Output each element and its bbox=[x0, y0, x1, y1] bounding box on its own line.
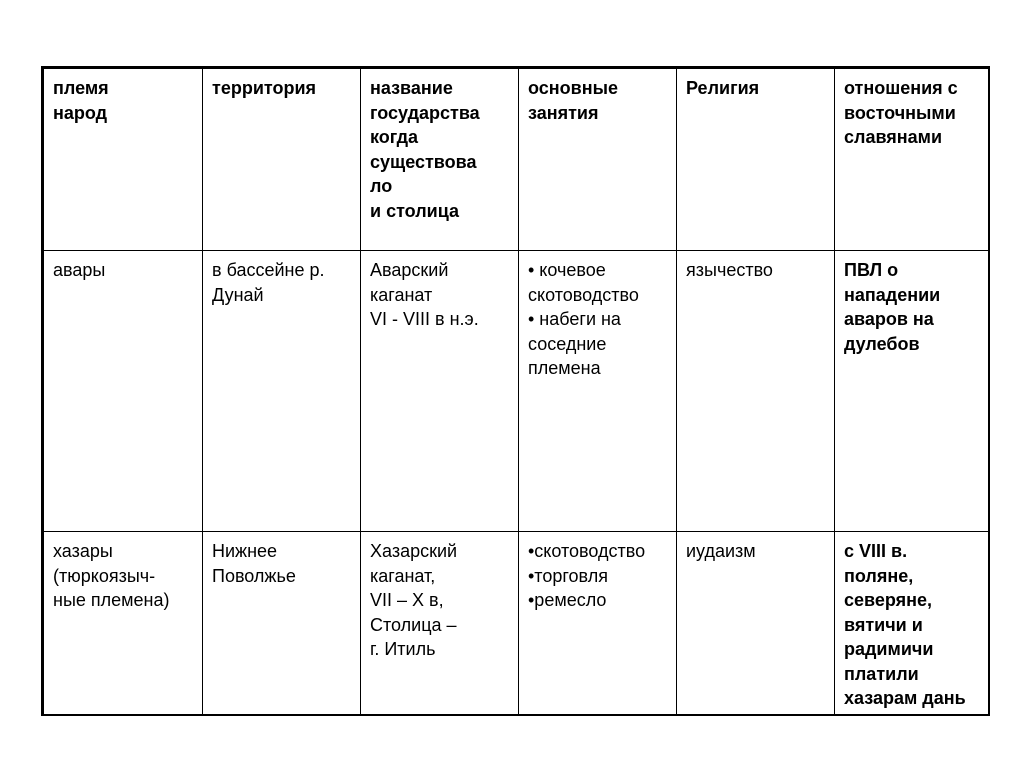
tribes-table-container bbox=[41, 66, 990, 716]
cell-relations bbox=[835, 251, 989, 532]
header-line: племя bbox=[53, 78, 109, 98]
cell-line: VII – X в, bbox=[370, 590, 444, 610]
cell-line: (тюркоязыч- bbox=[53, 565, 156, 586]
cell-line: иудаизм bbox=[686, 541, 756, 561]
header-cell-relations bbox=[835, 69, 989, 251]
cell-tribe bbox=[44, 251, 203, 532]
cell-state-name bbox=[361, 532, 519, 716]
cell-occupations bbox=[519, 251, 677, 532]
header-line: территория bbox=[212, 78, 317, 98]
cell-line: •ремесло bbox=[528, 590, 607, 610]
cell-line: Нижнее bbox=[212, 541, 278, 561]
header-cell-religion bbox=[677, 69, 835, 251]
header-line: славянами bbox=[844, 127, 943, 147]
header-row bbox=[44, 69, 989, 251]
cell-line: в бассейне р. bbox=[212, 260, 325, 280]
header-line: восточными bbox=[844, 102, 956, 123]
header-line: существова bbox=[370, 151, 477, 172]
cell-line: вятичи и bbox=[844, 614, 923, 635]
table-row-khazars bbox=[44, 532, 989, 716]
cell-line: Дунай bbox=[212, 284, 264, 305]
cell-line: Хазарский bbox=[370, 541, 458, 561]
header-line: основные bbox=[528, 78, 618, 98]
cell-line: скотоводство bbox=[528, 284, 639, 305]
cell-territory bbox=[203, 532, 361, 716]
cell-line: каганат, bbox=[370, 565, 436, 586]
header-line: государства bbox=[370, 102, 480, 123]
header-line: народ bbox=[53, 102, 108, 123]
cell-religion bbox=[677, 251, 835, 532]
cell-line: радимичи bbox=[844, 639, 934, 659]
header-cell-tribe bbox=[44, 69, 203, 251]
cell-religion bbox=[677, 532, 835, 716]
table-row-avars bbox=[44, 251, 989, 532]
cell-occupations bbox=[519, 532, 677, 716]
cell-territory bbox=[203, 251, 361, 532]
cell-line: соседние bbox=[528, 333, 607, 354]
cell-tribe bbox=[44, 532, 203, 716]
cell-line: •торговля bbox=[528, 565, 608, 586]
cell-line: хазарам дань bbox=[844, 688, 966, 708]
cell-line: аваров на bbox=[844, 309, 934, 329]
header-line: Религия bbox=[686, 78, 760, 98]
cell-line: с VIII в. bbox=[844, 541, 908, 561]
cell-line: поляне, bbox=[844, 565, 914, 586]
header-cell-territory bbox=[203, 69, 361, 251]
cell-line: VI - VIII в н.э. bbox=[370, 309, 479, 329]
cell-line: • набеги на bbox=[528, 309, 621, 329]
cell-line: Поволжье bbox=[212, 565, 296, 586]
cell-line: каганат bbox=[370, 284, 433, 305]
cell-line: хазары bbox=[53, 541, 113, 561]
header-line: ло bbox=[370, 176, 393, 196]
tribes-table bbox=[43, 68, 989, 716]
cell-line: авары bbox=[53, 260, 106, 280]
header-line: когда bbox=[370, 127, 419, 147]
cell-line: ПВЛ о bbox=[844, 260, 899, 280]
cell-line: северяне, bbox=[844, 590, 933, 610]
cell-line: язычество bbox=[686, 260, 773, 280]
cell-line: •скотоводство bbox=[528, 541, 646, 561]
cell-line: Аварский bbox=[370, 260, 449, 280]
header-line: название bbox=[370, 78, 453, 98]
cell-state-name bbox=[361, 251, 519, 532]
cell-line: г. Итиль bbox=[370, 639, 436, 659]
cell-line: нападении bbox=[844, 284, 941, 305]
header-line: занятия bbox=[528, 102, 599, 123]
cell-line: дулебов bbox=[844, 333, 920, 354]
header-line: и столица bbox=[370, 200, 459, 221]
header-cell-state-name bbox=[361, 69, 519, 251]
header-cell-occupations bbox=[519, 69, 677, 251]
cell-line: ные племена) bbox=[53, 590, 170, 610]
cell-line: Столица – bbox=[370, 614, 457, 635]
cell-line: племена bbox=[528, 358, 601, 378]
cell-relations bbox=[835, 532, 989, 716]
cell-line: платили bbox=[844, 663, 919, 684]
header-line: отношения с bbox=[844, 78, 958, 98]
cell-line: • кочевое bbox=[528, 260, 606, 280]
